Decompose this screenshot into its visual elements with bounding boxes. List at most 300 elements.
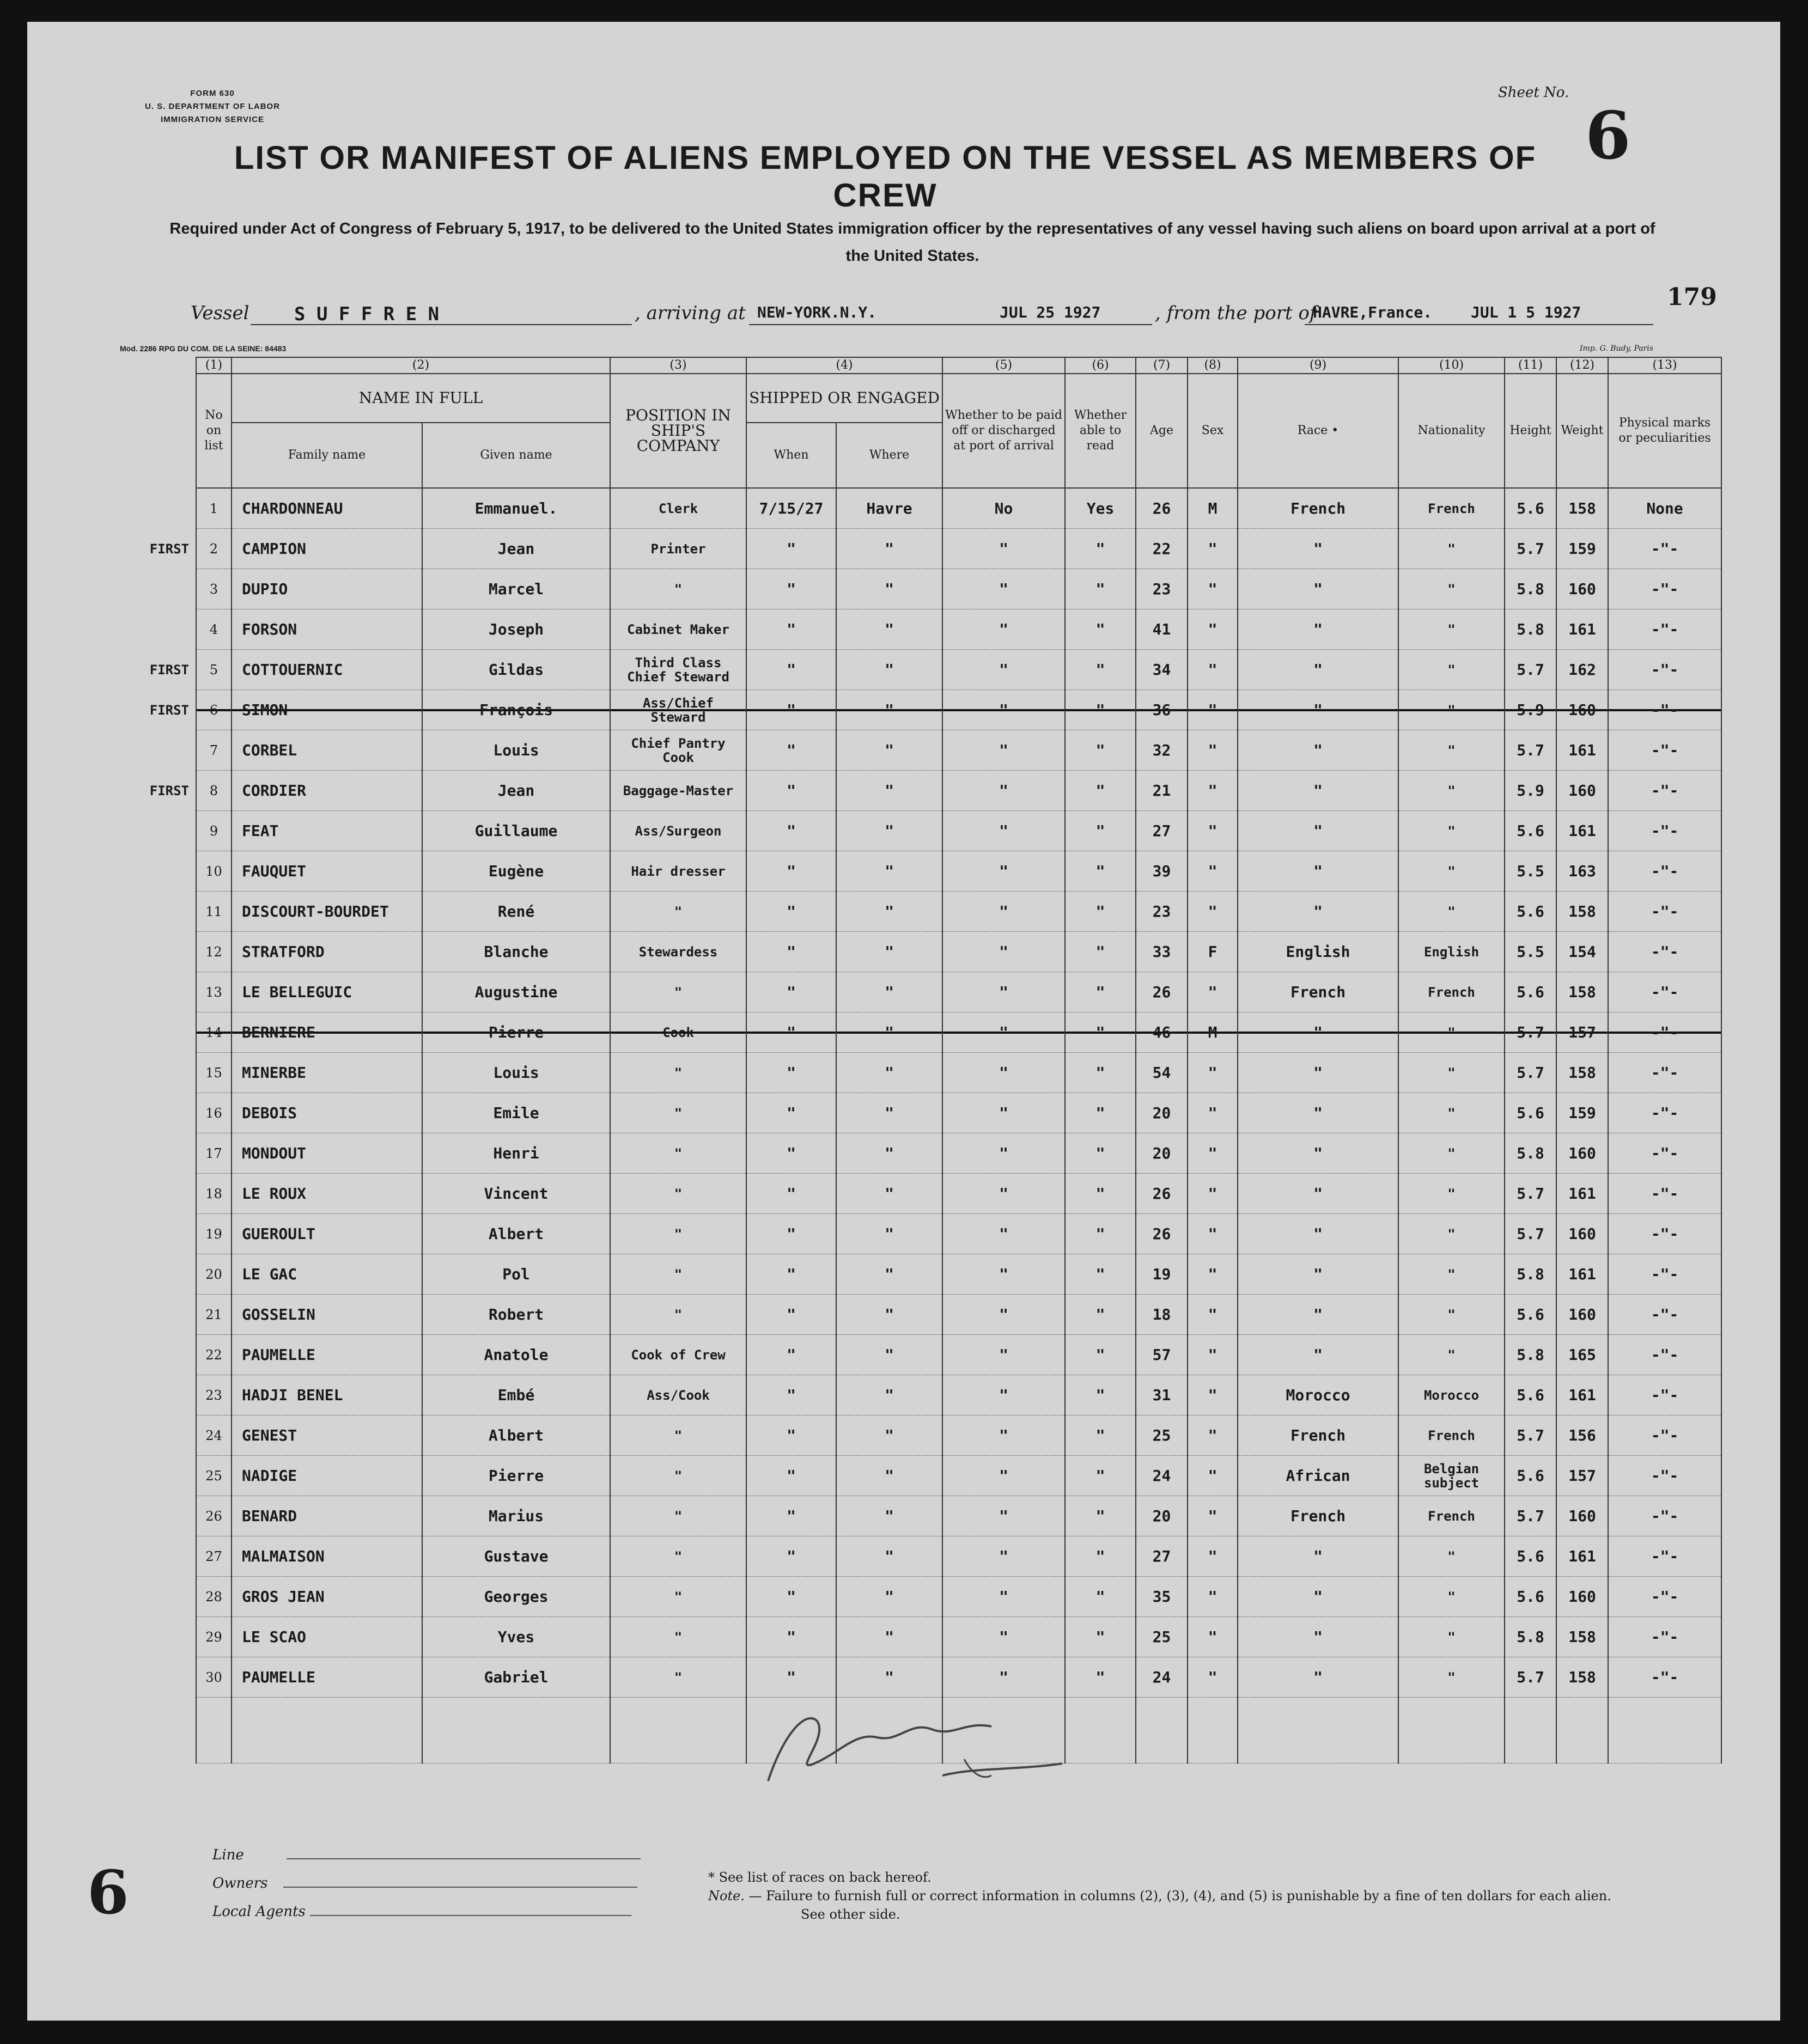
- crew-sex: ": [1188, 529, 1238, 569]
- crew-weight: 161: [1556, 811, 1608, 851]
- crew-given-name: Guillaume: [422, 811, 610, 851]
- crew-age: 18: [1136, 1295, 1188, 1335]
- crew-race: ": [1238, 730, 1398, 771]
- crew-paid-off: ": [942, 1375, 1065, 1415]
- crew-given-name: Pierre: [422, 1456, 610, 1496]
- crew-given-name: Gustave: [422, 1536, 610, 1577]
- crew-sex: ": [1188, 650, 1238, 690]
- crew-paid-off: ": [942, 569, 1065, 609]
- crew-race: French: [1238, 1415, 1398, 1456]
- crew-able-to-read: ": [1065, 1335, 1136, 1375]
- crew-shipped-when: ": [746, 892, 836, 932]
- table-row: [71, 1295, 1721, 1335]
- col-where: Where: [836, 423, 942, 488]
- crew-side-note: [71, 1133, 196, 1174]
- crew-able-to-read: ": [1065, 730, 1136, 771]
- crew-physical-marks: -"-: [1608, 1174, 1721, 1214]
- crew-weight: 163: [1556, 851, 1608, 892]
- crew-shipped-when: ": [746, 690, 836, 730]
- empty-cell: [610, 1698, 746, 1764]
- crew-shipped-when: ": [746, 730, 836, 771]
- crew-weight: 158: [1556, 972, 1608, 1012]
- crew-shipped-where: ": [836, 1174, 942, 1214]
- crew-age: 23: [1136, 569, 1188, 609]
- crew-side-note: [71, 1053, 196, 1093]
- crew-physical-marks: -"-: [1608, 1053, 1721, 1093]
- table-row: [71, 1335, 1721, 1375]
- crew-physical-marks: -"-: [1608, 1375, 1721, 1415]
- crew-position: Hair dresser: [610, 851, 746, 892]
- crew-position: ": [610, 1496, 746, 1536]
- crew-race: ": [1238, 529, 1398, 569]
- crew-position: ": [610, 1456, 746, 1496]
- crew-age: 25: [1136, 1617, 1188, 1657]
- crew-age: 27: [1136, 811, 1188, 851]
- crew-side-note: FIRST: [71, 529, 196, 569]
- crew-age: 23: [1136, 892, 1188, 932]
- crew-age: 36: [1136, 690, 1188, 730]
- crew-paid-off: ": [942, 771, 1065, 811]
- table-row: [71, 1053, 1721, 1093]
- crew-number: 23: [196, 1375, 232, 1415]
- crew-able-to-read: ": [1065, 892, 1136, 932]
- table-row: [71, 609, 1721, 650]
- races-note: * See list of races on back hereof.: [708, 1870, 932, 1885]
- crew-able-to-read: ": [1065, 1617, 1136, 1657]
- crew-given-name: Pol: [422, 1254, 610, 1295]
- crew-physical-marks: -"-: [1608, 650, 1721, 690]
- crew-side-note: [71, 1496, 196, 1536]
- crew-given-name: René: [422, 892, 610, 932]
- col-nationality: Nationality: [1398, 374, 1505, 488]
- crew-number: 25: [196, 1456, 232, 1496]
- crew-height: 5.7: [1505, 1174, 1556, 1214]
- crew-age: 24: [1136, 1456, 1188, 1496]
- note-text: — Failure to furnish full or correct information in columns (2), (3), (4), and (5) is punishable by a fine of ten dollars for each alien.: [748, 1888, 1611, 1903]
- crew-able-to-read: ": [1065, 1133, 1136, 1174]
- crew-physical-marks: -"-: [1608, 1456, 1721, 1496]
- crew-given-name: Georges: [422, 1577, 610, 1617]
- crew-height: 5.6: [1505, 1577, 1556, 1617]
- crew-shipped-where: ": [836, 1133, 942, 1174]
- crew-position: ": [610, 1053, 746, 1093]
- crew-family-name: DUPIO: [232, 569, 422, 609]
- crew-family-name: FEAT: [232, 811, 422, 851]
- crew-able-to-read: ": [1065, 932, 1136, 972]
- crew-shipped-when: ": [746, 1456, 836, 1496]
- crew-height: 5.7: [1505, 1214, 1556, 1254]
- arriving-label: , arriving at: [635, 302, 746, 324]
- crew-paid-off: ": [942, 1415, 1065, 1456]
- crew-race: ": [1238, 1093, 1398, 1133]
- crew-nationality: English: [1398, 932, 1505, 972]
- crew-given-name: Augustine: [422, 972, 610, 1012]
- crew-position: Ass/Surgeon: [610, 811, 746, 851]
- crew-family-name: GOSSELIN: [232, 1295, 422, 1335]
- crew-height: 5.7: [1505, 1053, 1556, 1093]
- crew-shipped-when: ": [746, 650, 836, 690]
- crew-height: 5.6: [1505, 488, 1556, 529]
- col-given-name: Given name: [422, 423, 610, 488]
- crew-nationality: ": [1398, 569, 1505, 609]
- crew-weight: 160: [1556, 1214, 1608, 1254]
- table-row: [71, 488, 1721, 529]
- crew-race: French: [1238, 488, 1398, 529]
- crew-side-note: [71, 972, 196, 1012]
- crew-paid-off: ": [942, 1012, 1065, 1053]
- crew-race: African: [1238, 1456, 1398, 1496]
- crew-physical-marks: -"-: [1608, 811, 1721, 851]
- crew-family-name: FORSON: [232, 609, 422, 650]
- crew-paid-off: ": [942, 609, 1065, 650]
- crew-sex: M: [1188, 488, 1238, 529]
- crew-shipped-when: ": [746, 1335, 836, 1375]
- crew-shipped-when: ": [746, 851, 836, 892]
- crew-side-note: [71, 892, 196, 932]
- crew-given-name: Blanche: [422, 932, 610, 972]
- crew-side-note: [71, 1295, 196, 1335]
- crew-position: ": [610, 1617, 746, 1657]
- crew-sex: ": [1188, 1536, 1238, 1577]
- crew-shipped-where: ": [836, 1375, 942, 1415]
- crew-physical-marks: -"-: [1608, 972, 1721, 1012]
- crew-sex: ": [1188, 1053, 1238, 1093]
- crew-shipped-where: ": [836, 771, 942, 811]
- col-height: Height: [1505, 374, 1556, 488]
- crew-weight: 161: [1556, 609, 1608, 650]
- note-label: Note.: [708, 1888, 745, 1903]
- crew-race: English: [1238, 932, 1398, 972]
- crew-shipped-where: ": [836, 1657, 942, 1698]
- crew-given-name: Emile: [422, 1093, 610, 1133]
- footer-fields: [212, 1841, 641, 1926]
- crew-family-name: CORBEL: [232, 730, 422, 771]
- crew-family-name: LE SCAO: [232, 1617, 422, 1657]
- crew-given-name: Marcel: [422, 569, 610, 609]
- crew-able-to-read: ": [1065, 851, 1136, 892]
- crew-paid-off: ": [942, 851, 1065, 892]
- crew-weight: 161: [1556, 1174, 1608, 1214]
- crew-age: 41: [1136, 609, 1188, 650]
- crew-physical-marks: -"-: [1608, 730, 1721, 771]
- col-physical-marks: Physical marks or peculiarities: [1608, 374, 1721, 488]
- crew-nationality: Morocco: [1398, 1375, 1505, 1415]
- table-row: [71, 1415, 1721, 1456]
- crew-nationality: ": [1398, 811, 1505, 851]
- crew-weight: 159: [1556, 1093, 1608, 1133]
- crew-position: ": [610, 972, 746, 1012]
- crew-paid-off: ": [942, 1254, 1065, 1295]
- crew-height: 5.8: [1505, 1617, 1556, 1657]
- table-row: [71, 851, 1721, 892]
- crew-paid-off: ": [942, 1617, 1065, 1657]
- from-port: HAVRE,France.: [1313, 303, 1433, 321]
- crew-given-name: Yves: [422, 1617, 610, 1657]
- crew-position: Printer: [610, 529, 746, 569]
- crew-height: 5.7: [1505, 1012, 1556, 1053]
- crew-nationality: ": [1398, 1174, 1505, 1214]
- crew-height: 5.6: [1505, 811, 1556, 851]
- crew-shipped-when: ": [746, 1617, 836, 1657]
- footer-notes: [708, 1868, 1634, 1924]
- crew-race: ": [1238, 1053, 1398, 1093]
- crew-paid-off: ": [942, 730, 1065, 771]
- arrival-date: JUL 25 1927: [1000, 303, 1101, 321]
- crew-race: ": [1238, 851, 1398, 892]
- crew-able-to-read: ": [1065, 1496, 1136, 1536]
- crew-given-name: Robert: [422, 1295, 610, 1335]
- crew-able-to-read: ": [1065, 811, 1136, 851]
- col-weight: Weight: [1556, 374, 1608, 488]
- crew-shipped-when: ": [746, 1053, 836, 1093]
- col-age: Age: [1136, 374, 1188, 488]
- crew-age: 20: [1136, 1093, 1188, 1133]
- crew-paid-off: ": [942, 1496, 1065, 1536]
- crew-age: 27: [1136, 1536, 1188, 1577]
- crew-shipped-when: ": [746, 1657, 836, 1698]
- crew-nationality: French: [1398, 1415, 1505, 1456]
- crew-nationality: ": [1398, 1133, 1505, 1174]
- crew-given-name: Albert: [422, 1214, 610, 1254]
- crew-number: 15: [196, 1053, 232, 1093]
- crew-side-note: [71, 730, 196, 771]
- crew-paid-off: ": [942, 1577, 1065, 1617]
- crew-position: Chief Pantry Cook: [610, 730, 746, 771]
- crew-shipped-where: ": [836, 1536, 942, 1577]
- crew-height: 5.8: [1505, 1254, 1556, 1295]
- crew-nationality: ": [1398, 690, 1505, 730]
- crew-physical-marks: -"-: [1608, 609, 1721, 650]
- crew-physical-marks: -"-: [1608, 1093, 1721, 1133]
- crew-age: 39: [1136, 851, 1188, 892]
- crew-paid-off: ": [942, 1053, 1065, 1093]
- crew-shipped-where: ": [836, 609, 942, 650]
- crew-able-to-read: ": [1065, 1375, 1136, 1415]
- crew-paid-off: ": [942, 1174, 1065, 1214]
- crew-position: ": [610, 1214, 746, 1254]
- crew-shipped-where: ": [836, 1012, 942, 1053]
- crew-able-to-read: ": [1065, 972, 1136, 1012]
- crew-sex: ": [1188, 851, 1238, 892]
- crew-number: 12: [196, 932, 232, 972]
- crew-family-name: DISCOURT-BOURDET: [232, 892, 422, 932]
- table-row: [71, 650, 1721, 690]
- vessel-label: Vessel: [191, 302, 249, 324]
- crew-shipped-where: ": [836, 650, 942, 690]
- crew-weight: 160: [1556, 1295, 1608, 1335]
- crew-side-note: [71, 1375, 196, 1415]
- crew-able-to-read: ": [1065, 569, 1136, 609]
- page-subtitle: Required under Act of Congress of February 5, 1917, to be delivered to the United States immigration officer by the representatives of any vessel having such aliens on board upon arrival at a port of the United States.: [169, 220, 1655, 265]
- crew-sex: ": [1188, 1657, 1238, 1698]
- empty-cell: [1505, 1698, 1556, 1764]
- table-row: [71, 811, 1721, 851]
- crew-nationality: ": [1398, 1577, 1505, 1617]
- crew-sex: ": [1188, 972, 1238, 1012]
- col-name-in-full: NAME IN FULL: [232, 374, 610, 423]
- crew-physical-marks: -"-: [1608, 1254, 1721, 1295]
- vessel-name: S U F F R E N: [294, 303, 440, 325]
- empty-cell: [71, 1698, 196, 1764]
- crew-shipped-when: ": [746, 811, 836, 851]
- crew-height: 5.6: [1505, 892, 1556, 932]
- crew-side-note: [71, 609, 196, 650]
- crew-physical-marks: -"-: [1608, 932, 1721, 972]
- crew-sex: ": [1188, 1335, 1238, 1375]
- table-row: [71, 771, 1721, 811]
- crew-shipped-when: ": [746, 1577, 836, 1617]
- crew-position: Cook of Crew: [610, 1335, 746, 1375]
- crew-shipped-where: ": [836, 1456, 942, 1496]
- crew-nationality: Belgian subject: [1398, 1456, 1505, 1496]
- crew-sex: M: [1188, 1012, 1238, 1053]
- empty-cell: [1398, 1698, 1505, 1764]
- crew-family-name: STRATFORD: [232, 932, 422, 972]
- crew-side-note: [71, 1335, 196, 1375]
- manifest-sheet: [27, 22, 1780, 2021]
- crew-able-to-read: ": [1065, 1456, 1136, 1496]
- crew-weight: 158: [1556, 892, 1608, 932]
- crew-weight: 160: [1556, 1496, 1608, 1536]
- crew-shipped-when: ": [746, 1496, 836, 1536]
- crew-shipped-when: ": [746, 932, 836, 972]
- crew-number: 5: [196, 650, 232, 690]
- crew-paid-off: ": [942, 972, 1065, 1012]
- crew-shipped-when: ": [746, 1536, 836, 1577]
- crew-sex: ": [1188, 1133, 1238, 1174]
- crew-sex: ": [1188, 569, 1238, 609]
- col-able-to-read: Whether able to read: [1065, 374, 1136, 488]
- crew-able-to-read: ": [1065, 1254, 1136, 1295]
- crew-family-name: CAMPION: [232, 529, 422, 569]
- table-row: [71, 1375, 1721, 1415]
- crew-weight: 161: [1556, 1254, 1608, 1295]
- crew-number: 17: [196, 1133, 232, 1174]
- crew-shipped-where: ": [836, 1415, 942, 1456]
- empty-cell: [1136, 1698, 1188, 1764]
- crew-number: 29: [196, 1617, 232, 1657]
- crew-family-name: LE BELLEGUIC: [232, 972, 422, 1012]
- crew-number: 11: [196, 892, 232, 932]
- crew-given-name: Louis: [422, 730, 610, 771]
- empty-cell: [1608, 1698, 1721, 1764]
- crew-number: 20: [196, 1254, 232, 1295]
- crew-shipped-where: ": [836, 1254, 942, 1295]
- crew-position: ": [610, 1657, 746, 1698]
- crew-shipped-when: ": [746, 529, 836, 569]
- crew-shipped-when: ": [746, 569, 836, 609]
- crew-weight: 157: [1556, 1456, 1608, 1496]
- crew-nationality: ": [1398, 1093, 1505, 1133]
- crew-position: ": [610, 1536, 746, 1577]
- table-row: [71, 1657, 1721, 1698]
- crew-family-name: COTTOUERNIC: [232, 650, 422, 690]
- col-no-on-list: No on list: [196, 374, 232, 488]
- crew-height: 5.6: [1505, 1375, 1556, 1415]
- crew-age: 25: [1136, 1415, 1188, 1456]
- crew-paid-off: ": [942, 1536, 1065, 1577]
- crew-weight: 160: [1556, 569, 1608, 609]
- crew-given-name: Joseph: [422, 609, 610, 650]
- crew-nationality: ": [1398, 529, 1505, 569]
- crew-side-note: FIRST: [71, 650, 196, 690]
- crew-shipped-when: ": [746, 1093, 836, 1133]
- crew-physical-marks: -"-: [1608, 771, 1721, 811]
- crew-weight: 160: [1556, 1577, 1608, 1617]
- crew-paid-off: ": [942, 690, 1065, 730]
- crew-family-name: HADJI BENEL: [232, 1375, 422, 1415]
- crew-sex: ": [1188, 1496, 1238, 1536]
- crew-weight: 156: [1556, 1415, 1608, 1456]
- crew-weight: 158: [1556, 1617, 1608, 1657]
- crew-able-to-read: ": [1065, 529, 1136, 569]
- crew-shipped-where: ": [836, 1214, 942, 1254]
- crew-race: ": [1238, 1577, 1398, 1617]
- crew-nationality: ": [1398, 1295, 1505, 1335]
- crew-paid-off: ": [942, 1657, 1065, 1698]
- crew-height: 5.6: [1505, 1093, 1556, 1133]
- crew-age: 21: [1136, 771, 1188, 811]
- crew-side-note: [71, 1012, 196, 1053]
- crew-number: 21: [196, 1295, 232, 1335]
- crew-position: ": [610, 892, 746, 932]
- empty-cell: [196, 1698, 232, 1764]
- crew-race: ": [1238, 1295, 1398, 1335]
- crew-sex: ": [1188, 1415, 1238, 1456]
- crew-shipped-when: ": [746, 1214, 836, 1254]
- crew-shipped-when: ": [746, 1254, 836, 1295]
- crew-shipped-where: ": [836, 932, 942, 972]
- crew-nationality: ": [1398, 1617, 1505, 1657]
- col-shipped-engaged: SHIPPED OR ENGAGED: [746, 374, 942, 423]
- crew-physical-marks: -"-: [1608, 1577, 1721, 1617]
- crew-race: ": [1238, 892, 1398, 932]
- crew-position: Baggage-Master: [610, 771, 746, 811]
- crew-number: 2: [196, 529, 232, 569]
- crew-family-name: PAUMELLE: [232, 1335, 422, 1375]
- crew-able-to-read: ": [1065, 1174, 1136, 1214]
- page-number: 179: [1667, 283, 1717, 311]
- crew-race: ": [1238, 1214, 1398, 1254]
- from-port-label: , from the port of: [1155, 302, 1317, 324]
- crew-age: 24: [1136, 1657, 1188, 1698]
- crew-sex: F: [1188, 932, 1238, 972]
- crew-given-name: Jean: [422, 529, 610, 569]
- crew-physical-marks: -"-: [1608, 1415, 1721, 1456]
- crew-physical-marks: -"-: [1608, 1295, 1721, 1335]
- crew-family-name: LE GAC: [232, 1254, 422, 1295]
- crew-nationality: ": [1398, 771, 1505, 811]
- crew-given-name: François: [422, 690, 610, 730]
- crew-height: 5.5: [1505, 851, 1556, 892]
- crew-nationality: ": [1398, 851, 1505, 892]
- crew-able-to-read: ": [1065, 1415, 1136, 1456]
- crew-number: 8: [196, 771, 232, 811]
- crew-number: 27: [196, 1536, 232, 1577]
- crew-paid-off: ": [942, 932, 1065, 972]
- crew-shipped-where: ": [836, 972, 942, 1012]
- crew-sex: ": [1188, 1577, 1238, 1617]
- department-header: [131, 87, 294, 126]
- crew-number: 22: [196, 1335, 232, 1375]
- crew-able-to-read: ": [1065, 1093, 1136, 1133]
- table-row: [71, 1093, 1721, 1133]
- table-row: [71, 1133, 1721, 1174]
- crew-side-note: [71, 488, 196, 529]
- crew-side-note: [71, 1456, 196, 1496]
- crew-weight: 161: [1556, 730, 1608, 771]
- crew-weight: 154: [1556, 932, 1608, 972]
